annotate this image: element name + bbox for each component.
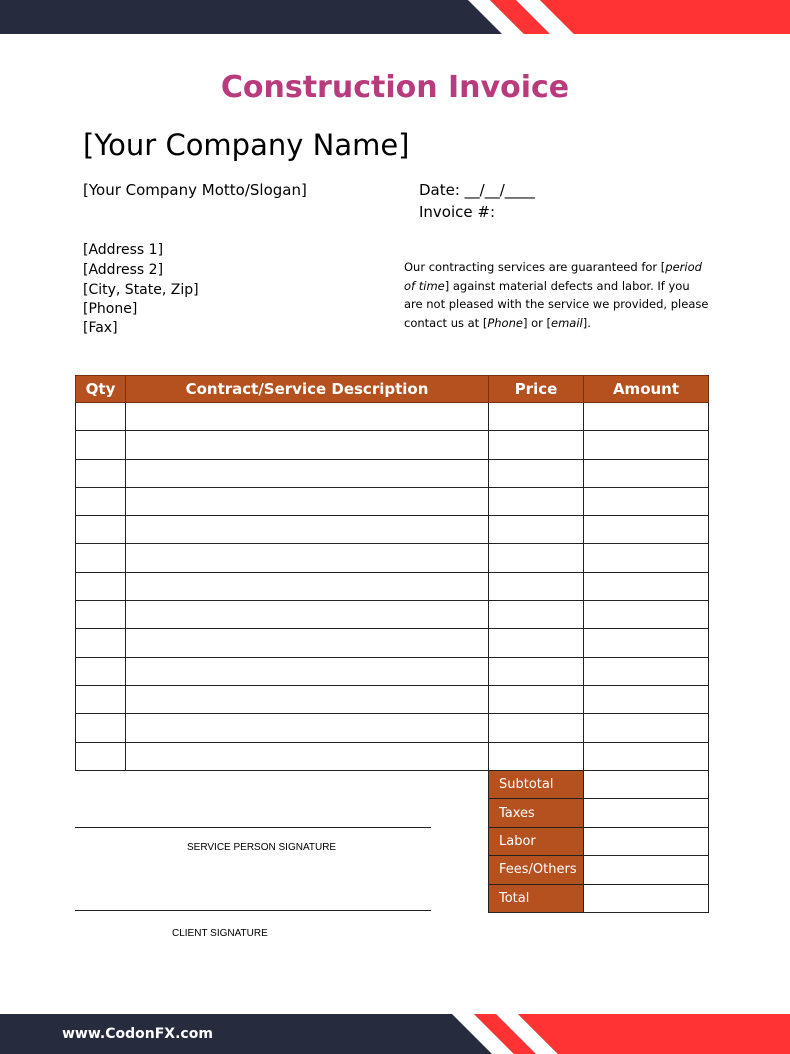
table-row <box>76 601 709 629</box>
description-cell[interactable] <box>126 685 489 713</box>
address-line-2: [Address 2] <box>83 262 164 278</box>
price-cell[interactable] <box>489 657 584 685</box>
table-row <box>76 714 709 742</box>
total-value[interactable] <box>584 884 709 912</box>
qty-cell[interactable] <box>76 572 126 600</box>
invoice-number-field: Invoice #: <box>419 203 496 221</box>
qty-cell[interactable] <box>76 403 126 431</box>
footer-website[interactable]: www.CodonFX.com <box>62 1026 213 1042</box>
table-row <box>76 685 709 713</box>
company-name: [Your Company Name] <box>83 128 410 162</box>
price-cell[interactable] <box>489 572 584 600</box>
city-state-zip: [City, State, Zip] <box>83 282 199 298</box>
table-row <box>76 431 709 459</box>
taxes-value[interactable] <box>584 799 709 827</box>
description-cell[interactable] <box>126 544 489 572</box>
table-row <box>76 629 709 657</box>
price-cell[interactable] <box>489 431 584 459</box>
price-cell[interactable] <box>489 544 584 572</box>
labor-value[interactable] <box>584 827 709 855</box>
subtotal-label: Subtotal <box>489 771 584 799</box>
qty-cell[interactable] <box>76 516 126 544</box>
description-cell[interactable] <box>126 431 489 459</box>
client-signature-line[interactable] <box>75 910 431 911</box>
total-label: Total <box>489 884 584 912</box>
top-decorative-bar <box>0 0 790 34</box>
table-row <box>76 657 709 685</box>
table-row <box>76 403 709 431</box>
table-row <box>76 544 709 572</box>
price-cell[interactable] <box>489 714 584 742</box>
description-cell[interactable] <box>126 742 489 770</box>
subtotal-value[interactable] <box>584 771 709 799</box>
price-cell[interactable] <box>489 742 584 770</box>
qty-cell[interactable] <box>76 657 126 685</box>
service-signature-label: SERVICE PERSON SIGNATURE <box>187 842 337 853</box>
description-cell[interactable] <box>126 572 489 600</box>
amount-cell[interactable] <box>584 714 709 742</box>
description-cell[interactable] <box>126 403 489 431</box>
description-cell[interactable] <box>126 487 489 515</box>
description-cell[interactable] <box>126 714 489 742</box>
fees-label: Fees/Others <box>489 856 584 884</box>
header-qty: Qty <box>76 376 126 403</box>
qty-cell[interactable] <box>76 459 126 487</box>
company-motto: [Your Company Motto/Slogan] <box>83 181 307 199</box>
qty-cell[interactable] <box>76 685 126 713</box>
address-line-1: [Address 1] <box>83 242 164 258</box>
taxes-label: Taxes <box>489 799 584 827</box>
description-cell[interactable] <box>126 629 489 657</box>
guarantee-text: Our contracting services are guaranteed for [period of time] against material defects and labor. If you are not pleased with the service we provided, please contact us at [Phone] or [email]. <box>404 260 709 330</box>
price-cell[interactable] <box>489 516 584 544</box>
amount-cell[interactable] <box>584 516 709 544</box>
amount-cell[interactable] <box>584 544 709 572</box>
qty-cell[interactable] <box>76 742 126 770</box>
date-field: Date: __/__/____ <box>419 181 535 199</box>
phone-line: [Phone] <box>83 301 138 317</box>
qty-cell[interactable] <box>76 544 126 572</box>
qty-cell[interactable] <box>76 714 126 742</box>
amount-cell[interactable] <box>584 657 709 685</box>
table-row <box>76 487 709 515</box>
labor-label: Labor <box>489 827 584 855</box>
header-description: Contract/Service Description <box>126 376 489 403</box>
description-cell[interactable] <box>126 657 489 685</box>
amount-cell[interactable] <box>584 403 709 431</box>
amount-cell[interactable] <box>584 601 709 629</box>
price-cell[interactable] <box>489 601 584 629</box>
price-cell[interactable] <box>489 629 584 657</box>
table-row <box>76 742 709 770</box>
fees-value[interactable] <box>584 856 709 884</box>
amount-cell[interactable] <box>584 431 709 459</box>
invoice-title: Construction Invoice <box>220 70 570 105</box>
table-row <box>76 459 709 487</box>
amount-cell[interactable] <box>584 742 709 770</box>
items-table <box>75 375 709 771</box>
description-cell[interactable] <box>126 601 489 629</box>
price-cell[interactable] <box>489 487 584 515</box>
amount-cell[interactable] <box>584 459 709 487</box>
price-cell[interactable] <box>489 685 584 713</box>
service-signature-line[interactable] <box>75 827 431 828</box>
amount-cell[interactable] <box>584 629 709 657</box>
qty-cell[interactable] <box>76 601 126 629</box>
amount-cell[interactable] <box>584 685 709 713</box>
fax-line: [Fax] <box>83 320 118 336</box>
description-cell[interactable] <box>126 459 489 487</box>
table-row <box>76 516 709 544</box>
price-cell[interactable] <box>489 459 584 487</box>
qty-cell[interactable] <box>76 487 126 515</box>
table-row <box>76 572 709 600</box>
amount-cell[interactable] <box>584 572 709 600</box>
client-signature-label: CLIENT SIGNATURE <box>172 928 268 939</box>
top-stripes-graphic <box>0 0 790 34</box>
header-amount: Amount <box>584 376 709 403</box>
qty-cell[interactable] <box>76 431 126 459</box>
totals-table <box>488 770 709 913</box>
amount-cell[interactable] <box>584 487 709 515</box>
description-cell[interactable] <box>126 516 489 544</box>
price-cell[interactable] <box>489 403 584 431</box>
qty-cell[interactable] <box>76 629 126 657</box>
header-price: Price <box>489 376 584 403</box>
